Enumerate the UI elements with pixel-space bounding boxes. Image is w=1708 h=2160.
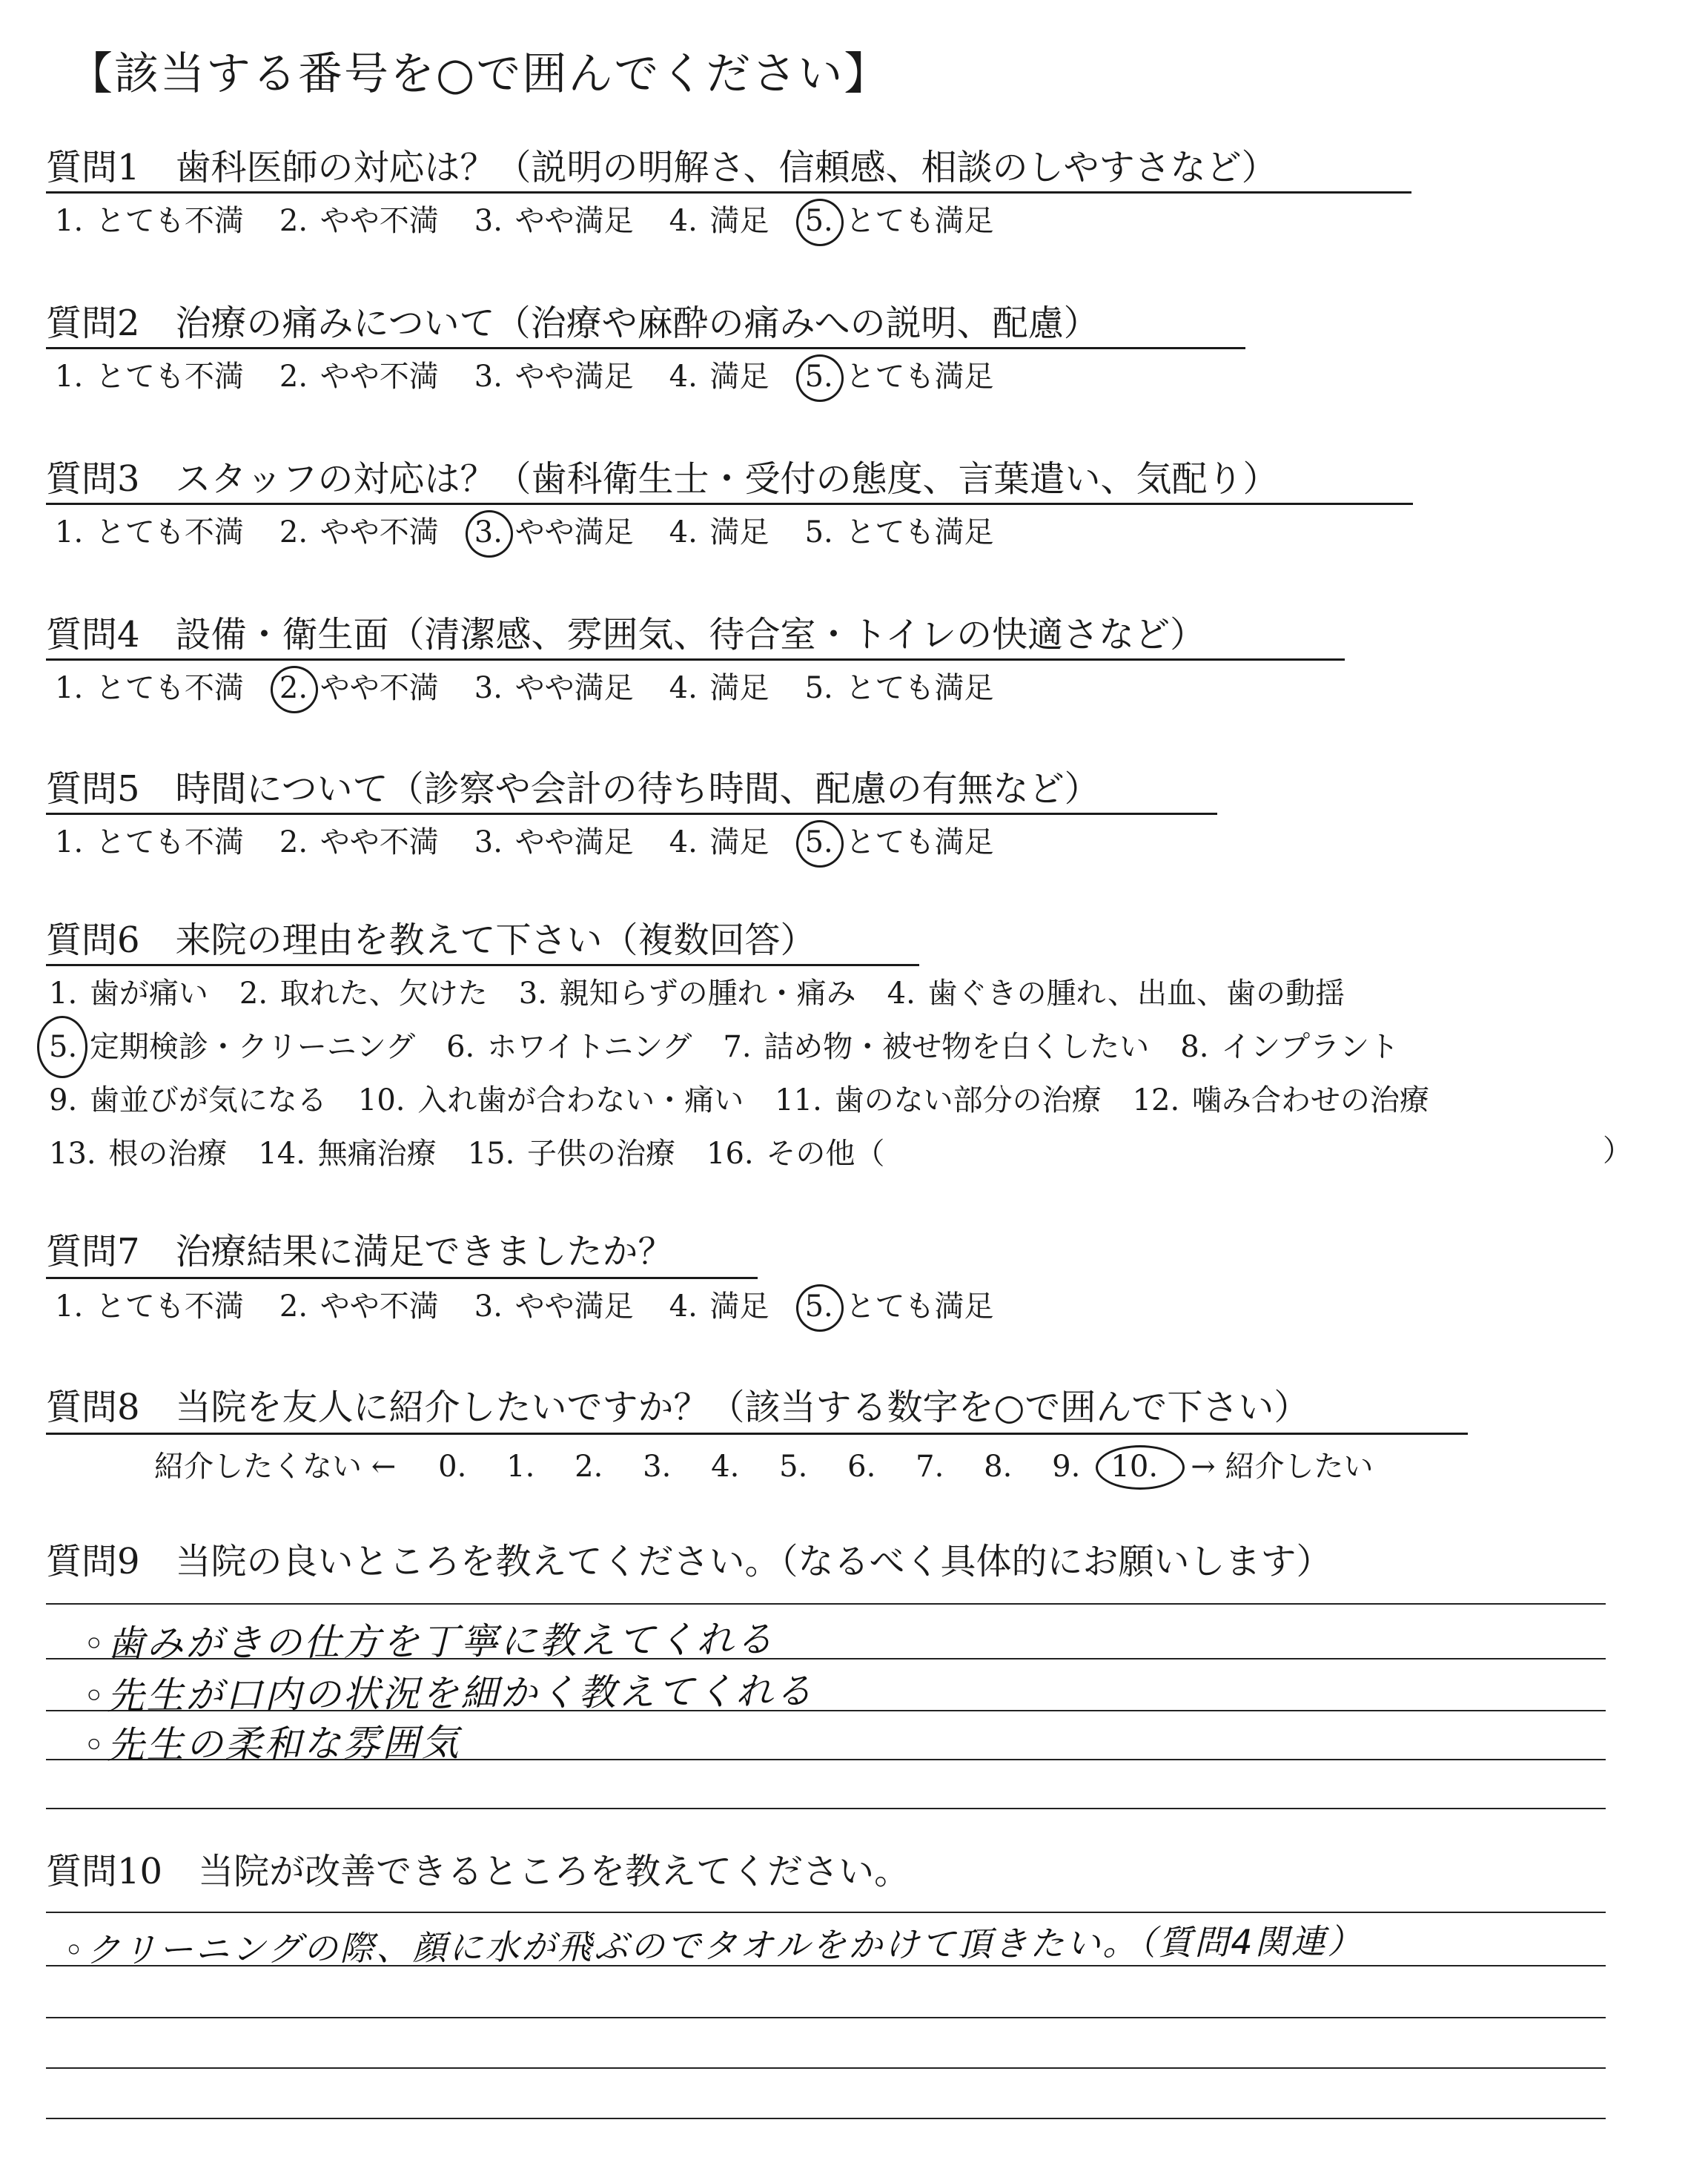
option-number: 3. (474, 360, 503, 394)
option-label: やや不満 (311, 671, 439, 705)
q6-option[interactable] (46, 1074, 327, 1127)
q7-option[interactable] (666, 1287, 769, 1326)
q6-underline (46, 964, 919, 966)
page-title: 【該当する番号を○で囲んでください】 (68, 48, 890, 100)
option-number: 4. (887, 977, 916, 1011)
option-number: 8. (1180, 1030, 1209, 1064)
q9-answer-2: ◦先生が口内の状況を細かく教えてくれる (82, 1669, 815, 1718)
option-label: 入れ歯が合わない・痛い (408, 1083, 744, 1117)
q2-option[interactable] (471, 357, 634, 396)
q6-row (46, 967, 1457, 1020)
option-label: インプラント (1211, 1030, 1400, 1064)
q8-left-label: 紹介したくない ← (154, 1450, 397, 1484)
option-label: やや満足 (505, 515, 634, 549)
q3-underline (46, 503, 1413, 505)
q7-option[interactable] (471, 1287, 634, 1326)
q1-option[interactable] (52, 202, 244, 240)
option-label: やや不満 (311, 515, 439, 549)
q9-answer-3: ◦先生の柔和な雰囲気 (82, 1721, 461, 1767)
q5-options (52, 823, 1026, 862)
option-number: 7. (723, 1030, 752, 1064)
option-number: 6. (446, 1030, 475, 1064)
q1-options (52, 202, 1026, 240)
option-label: 歯並びが気になる (80, 1083, 327, 1117)
option-number: 15. (467, 1137, 515, 1171)
option-label: とても満足 (835, 1289, 994, 1324)
option-label: とても満足 (835, 515, 994, 549)
q6-option[interactable] (516, 967, 856, 1020)
option-number: 1. (55, 515, 84, 549)
q10-answer-line (46, 2017, 1606, 2018)
q8-scale-option[interactable]: 5. (779, 1450, 808, 1484)
option-number: 2. (279, 204, 308, 238)
q8-scale-option[interactable]: 4. (711, 1450, 740, 1484)
option-label: 無痛治療 (308, 1137, 437, 1171)
q7-option[interactable] (52, 1287, 244, 1326)
option-number: 5. (804, 671, 833, 705)
q10-answer-1: ◦クリーニングの際、顔に水が飛ぶのでタオルをかけて頂きたい。（質問4関連） (63, 1920, 1364, 1971)
q3-option[interactable] (666, 513, 769, 552)
option-label: とても不満 (86, 1289, 244, 1324)
option-number: 4. (669, 204, 698, 238)
q6-option[interactable] (465, 1127, 675, 1180)
q3-title: 質問3 スタッフの対応は？（歯科衛生士・受付の態度、言葉遣い、気配り） (46, 458, 1279, 500)
q6-option[interactable] (46, 1020, 415, 1074)
q6-option[interactable] (255, 1127, 436, 1180)
q6-row (46, 1074, 1457, 1127)
option-label: 親知らずの腫れ・痛み (549, 977, 856, 1011)
option-number: 1. (55, 1289, 84, 1324)
option-label: とても不満 (86, 825, 244, 859)
q8-right-label: → 紹介したい (1191, 1450, 1374, 1484)
option-number: 2. (279, 1289, 308, 1324)
q7-title: 質問7 治療結果に満足できましたか？ (46, 1231, 674, 1272)
q5-underline (46, 813, 1217, 815)
option-label: とても満足 (835, 360, 994, 394)
q6-other-close-paren: ） (1603, 1134, 1632, 1168)
q10-answer-line (46, 2118, 1606, 2119)
q2-options (52, 357, 1026, 396)
option-number: 2. (239, 977, 268, 1011)
q6-option[interactable] (443, 1020, 692, 1074)
option-number: 2. (279, 515, 308, 549)
q4-option[interactable] (277, 669, 439, 707)
option-label: やや満足 (505, 1289, 634, 1324)
option-number: 13. (49, 1137, 96, 1171)
option-label: 歯のない部分の治療 (824, 1083, 1102, 1117)
option-label: 噛み合わせの治療 (1182, 1083, 1429, 1117)
option-label: とても満足 (835, 204, 994, 238)
option-number: 1. (55, 671, 84, 705)
option-number: 3. (474, 204, 503, 238)
option-label: 取れた、欠けた (271, 977, 488, 1011)
option-label: 子供の治療 (517, 1137, 676, 1171)
option-number: 4. (669, 515, 698, 549)
option-label: とても不満 (86, 515, 244, 549)
option-label: やや不満 (311, 1289, 439, 1324)
q2-option[interactable] (666, 357, 769, 396)
q6-option[interactable] (772, 1074, 1101, 1127)
q5-option[interactable] (802, 823, 994, 862)
q2-underline (46, 347, 1245, 349)
q5-option[interactable] (471, 823, 634, 862)
option-label: やや満足 (505, 204, 634, 238)
option-label: 満足 (700, 671, 769, 705)
option-number: 2. (277, 669, 311, 707)
q1-option[interactable] (666, 202, 769, 240)
option-label: やや不満 (311, 825, 439, 859)
option-number: 5. (46, 1020, 80, 1074)
option-number: 14. (258, 1137, 305, 1171)
option-label: やや満足 (505, 671, 634, 705)
q9-answer-1: ◦歯みがきの仕方を丁寧に教えてくれる (82, 1617, 775, 1666)
q1-option[interactable] (471, 202, 634, 240)
option-label: とても不満 (86, 671, 244, 705)
q7-option[interactable] (277, 1287, 439, 1326)
q10-answer-line (46, 1912, 1606, 1913)
option-number: 3. (474, 1289, 503, 1324)
option-number: 4. (669, 1289, 698, 1324)
option-label: 満足 (700, 515, 769, 549)
option-number: 3. (474, 825, 503, 859)
option-label: 歯が痛い (80, 977, 208, 1011)
option-number: 4. (669, 360, 698, 394)
q2-title: 質問2 治療の痛みについて（治療や麻酔の痛みへの説明、配慮） (46, 303, 1099, 344)
option-label: とても満足 (835, 671, 994, 705)
q8-scale (154, 1443, 1373, 1485)
q3-option[interactable] (802, 513, 994, 552)
option-number: 5. (802, 823, 836, 862)
option-label: やや満足 (505, 825, 634, 859)
q7-option[interactable] (802, 1287, 994, 1326)
q1-option[interactable] (277, 202, 439, 240)
q6-row (46, 1127, 1457, 1180)
q8-scale-option[interactable]: 0. (438, 1450, 467, 1484)
q5-title: 質問5 時間について（診察や会計の待ち時間、配慮の有無など） (46, 768, 1100, 810)
option-label: 満足 (700, 825, 769, 859)
option-number: 2. (279, 825, 308, 859)
q6-option[interactable] (236, 967, 488, 1020)
q8-scale-option[interactable]: 9. (1052, 1450, 1081, 1484)
option-number: 5. (802, 1287, 836, 1326)
option-label: とても不満 (86, 360, 244, 394)
q2-option[interactable] (802, 357, 994, 396)
option-number: 3. (474, 671, 503, 705)
q1-option[interactable] (802, 202, 994, 240)
q4-underline (46, 658, 1345, 661)
q6-row (46, 1020, 1457, 1074)
q2-option[interactable] (52, 357, 244, 396)
option-number: 1. (55, 360, 84, 394)
option-label: やや不満 (311, 204, 439, 238)
q6-option[interactable] (720, 1020, 1149, 1074)
option-label: 根の治療 (99, 1137, 228, 1171)
option-number: 4. (669, 825, 698, 859)
option-label: 満足 (700, 204, 769, 238)
option-number: 5. (802, 202, 836, 240)
option-number: 4. (669, 671, 698, 705)
q5-option[interactable] (277, 823, 439, 862)
option-label: やや満足 (505, 360, 634, 394)
option-number: 1. (49, 977, 78, 1011)
q6-option[interactable] (46, 1127, 227, 1180)
q4-option[interactable] (471, 669, 634, 707)
q8-scale-option[interactable]: 8. (984, 1450, 1013, 1484)
q7-options (52, 1287, 1026, 1326)
q8-scale-option[interactable]: 10. (1100, 1450, 1168, 1484)
option-label: とても満足 (835, 825, 994, 859)
q8-scale-option[interactable]: 2. (575, 1450, 603, 1484)
option-label: その他（ (756, 1137, 885, 1171)
q1-title: 質問1 歯科医師の対応は？（説明の明解さ、信頼感、相談のしやすさなど） (46, 147, 1277, 188)
q3-option[interactable] (277, 513, 439, 552)
option-number: 1. (55, 825, 84, 859)
q4-options (52, 669, 1026, 707)
option-label: 満足 (700, 360, 769, 394)
q8-scale-option[interactable]: 1. (506, 1450, 535, 1484)
option-number: 2. (279, 360, 308, 394)
option-number: 1. (55, 204, 84, 238)
q8-scale-option[interactable]: 6. (847, 1450, 876, 1484)
q6-option[interactable] (46, 967, 208, 1020)
q6-options (46, 967, 1457, 1180)
option-label: 満足 (700, 1289, 769, 1324)
q6-option[interactable] (1130, 1074, 1429, 1127)
q10-answer-line (46, 2067, 1606, 2069)
q6-option[interactable] (704, 1127, 884, 1180)
q5-option[interactable] (52, 823, 244, 862)
q6-option[interactable] (1177, 1020, 1399, 1074)
option-number: 11. (775, 1083, 822, 1117)
q9-answer-line (46, 1808, 1606, 1809)
q4-title: 質問4 設備・衛生面（清潔感、雰囲気、待合室・トイレの快適さなど） (46, 614, 1206, 655)
q7-underline (46, 1277, 758, 1279)
q9-answer-line (46, 1603, 1606, 1605)
q8-title: 質問8 当院を友人に紹介したいですか？（該当する数字を○で囲んで下さい） (46, 1387, 1310, 1428)
q4-option[interactable] (802, 669, 994, 707)
q1-underline (46, 191, 1411, 194)
option-label: 歯ぐきの腫れ、出血、歯の動揺 (918, 977, 1345, 1011)
q2-option[interactable] (277, 357, 439, 396)
q6-option[interactable] (355, 1074, 744, 1127)
option-number: 3. (471, 513, 506, 552)
q5-option[interactable] (666, 823, 769, 862)
q8-underline (46, 1433, 1468, 1435)
option-number: 12. (1132, 1083, 1180, 1117)
q9-title: 質問9 当院の良いところを教えてください。（なるべく具体的にお願いします） (46, 1541, 1332, 1582)
option-number: 3. (518, 977, 547, 1011)
option-number: 5. (802, 357, 836, 396)
q8-scale-option[interactable]: 7. (916, 1450, 944, 1484)
option-label: とても不満 (86, 204, 244, 238)
q4-option[interactable] (666, 669, 769, 707)
q6-title: 質問6 来院の理由を教えて下さい（複数回答） (46, 919, 816, 961)
option-number: 5. (804, 515, 833, 549)
q8-scale-option[interactable]: 3. (643, 1450, 672, 1484)
q10-title: 質問10 当院が改善できるところを教えてください。 (46, 1851, 910, 1892)
q4-option[interactable] (52, 669, 244, 707)
option-label: やや不満 (311, 360, 439, 394)
q6-option[interactable] (884, 967, 1345, 1020)
option-label: 詰め物・被せ物を白くしたい (754, 1030, 1150, 1064)
q3-option[interactable] (471, 513, 634, 552)
option-label: ホワイトニング (477, 1030, 692, 1064)
option-number: 9. (49, 1083, 78, 1117)
q3-option[interactable] (52, 513, 244, 552)
option-label: 定期検診・クリーニング (80, 1030, 416, 1064)
option-number: 16. (706, 1137, 754, 1171)
option-number: 10. (357, 1083, 406, 1117)
q3-options (52, 513, 1026, 552)
